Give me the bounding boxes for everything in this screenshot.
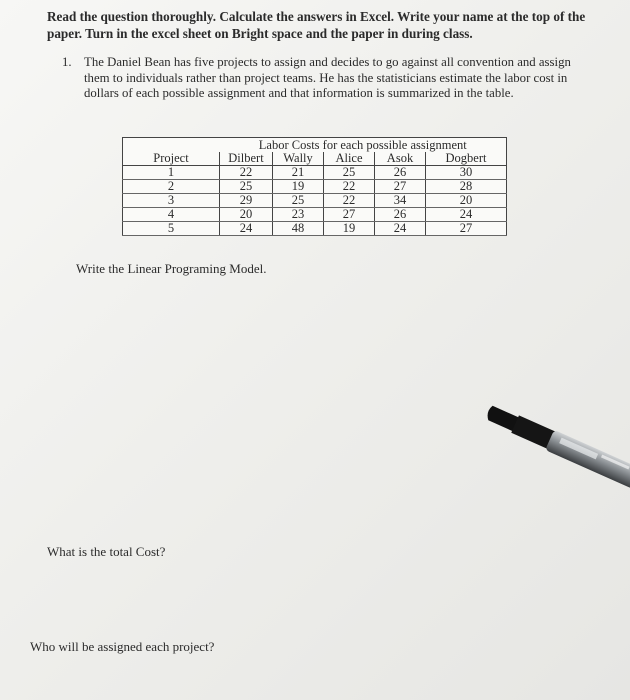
- col-header-asok: Asok: [375, 152, 426, 166]
- table-row: [123, 194, 507, 208]
- cost-cell: 23: [273, 208, 324, 222]
- instructions-text: Read the question thoroughly. Calculate the answers in Excel. Write your name at the top of the paper. Turn in the excel sheet on Bright space and the paper in during class.: [47, 9, 586, 41]
- col-header-dogbert: Dogbert: [426, 152, 507, 166]
- table-row: [123, 208, 507, 222]
- cost-cell: 24: [375, 222, 426, 236]
- total-cost-prompt: What is the total Cost?: [47, 544, 166, 559]
- table-row: [123, 180, 507, 194]
- table-row: [123, 166, 507, 180]
- table-title: Labor Costs for each possible assignment: [220, 138, 507, 153]
- col-header-wally: Wally: [273, 152, 324, 166]
- cost-cell: 25: [324, 166, 375, 180]
- col-header-alice: Alice: [324, 152, 375, 166]
- project-cell: 5: [123, 222, 220, 236]
- question-text: The Daniel Bean has five projects to assign and decides to go against all convention and assign them to individuals rather than project teams. He has the statisticians estimate the labor cost in dollars of each possible assignment and that information is summarized in the table.: [84, 55, 571, 100]
- cost-cell: 48: [273, 222, 324, 236]
- question-1: [62, 55, 582, 102]
- cost-cell: 24: [220, 222, 273, 236]
- cost-cell: 27: [324, 208, 375, 222]
- table-corner: [123, 138, 220, 153]
- cost-cell: 19: [273, 180, 324, 194]
- cost-cell: 25: [220, 180, 273, 194]
- labor-cost-table: [122, 137, 507, 236]
- pen-icon: [470, 395, 630, 505]
- cost-cell: 26: [375, 208, 426, 222]
- project-cell: 3: [123, 194, 220, 208]
- cost-cell: 20: [220, 208, 273, 222]
- col-header-dilbert: Dilbert: [220, 152, 273, 166]
- cost-cell: 21: [273, 166, 324, 180]
- cost-cell: 27: [426, 222, 507, 236]
- cost-cell: 30: [426, 166, 507, 180]
- table-row: [123, 222, 507, 236]
- cost-cell: 28: [426, 180, 507, 194]
- cost-cell: 27: [375, 180, 426, 194]
- cost-cell: 26: [375, 166, 426, 180]
- cost-cell: 24: [426, 208, 507, 222]
- lp-model-prompt: Write the Linear Programing Model.: [76, 261, 267, 276]
- project-header: Project: [123, 152, 220, 166]
- cost-cell: 22: [324, 180, 375, 194]
- assignment-prompt: Who will be assigned each project?: [30, 639, 215, 654]
- cost-cell: 22: [220, 166, 273, 180]
- question-number: 1.: [62, 55, 72, 69]
- project-cell: 4: [123, 208, 220, 222]
- cost-cell: 22: [324, 194, 375, 208]
- cost-cell: 25: [273, 194, 324, 208]
- cost-cell: 19: [324, 222, 375, 236]
- project-cell: 1: [123, 166, 220, 180]
- cost-cell: 34: [375, 194, 426, 208]
- project-cell: 2: [123, 180, 220, 194]
- cost-cell: 20: [426, 194, 507, 208]
- cost-cell: 29: [220, 194, 273, 208]
- pen-image: [470, 395, 630, 505]
